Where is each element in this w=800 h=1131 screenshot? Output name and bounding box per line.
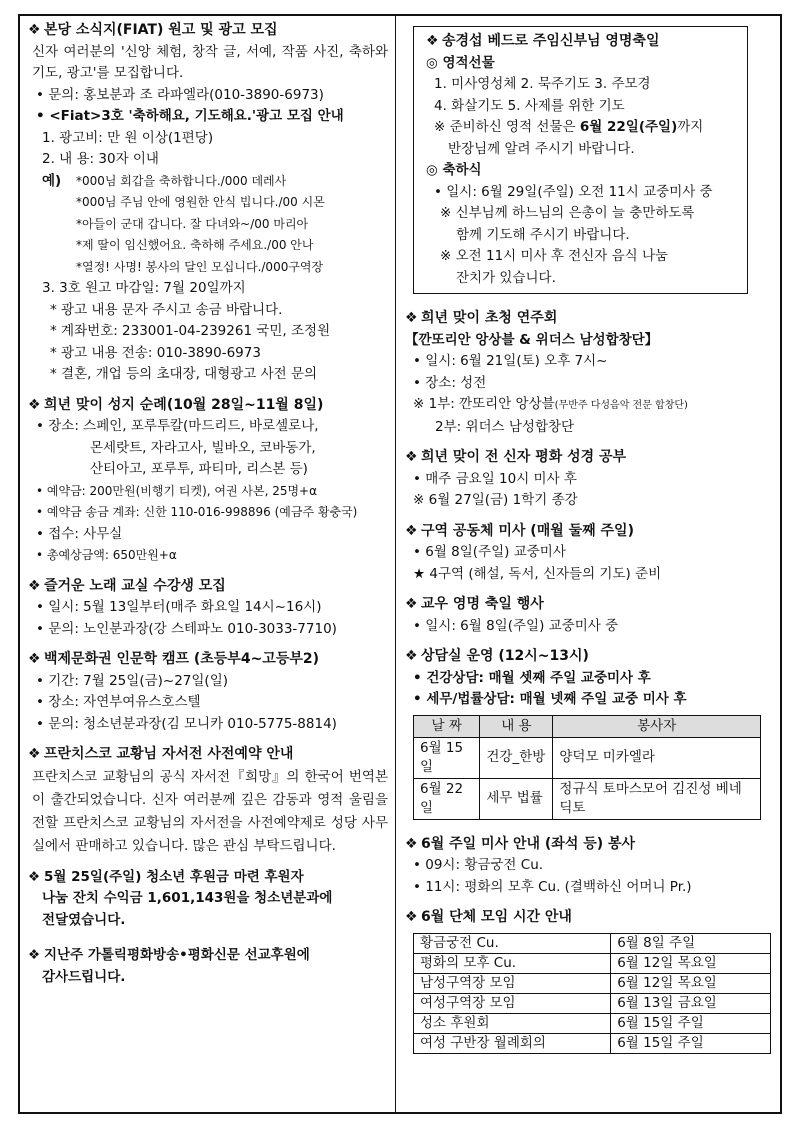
table-row: [414, 1033, 771, 1053]
fiat-contact: • 문의: 홍보분과 조 라파엘라(010-3890-6973): [36, 86, 324, 103]
table-cell: 여성 구반장 월례회의: [414, 1033, 611, 1053]
concert-part1: ※ 1부: 깐또리안 앙상블(무반주 다성음악 전문 합창단): [413, 396, 688, 412]
table-cell: 6월 15일 주일: [611, 1033, 771, 1053]
table-row: [414, 778, 761, 819]
district-mass-title: ❖ 구역 공동체 미사 (매월 둘째 주일): [405, 521, 775, 543]
camp-contact: • 문의: 청소년분과장(김 모니카 010-5775-8814): [36, 715, 337, 732]
clover-bullet-icon: ❖: [405, 909, 418, 925]
table-cell: 6월 22일: [414, 778, 480, 819]
concert-date: • 일시: 6월 21일(토) 오후 7시~: [413, 353, 608, 369]
clover-bullet-icon: ❖: [28, 577, 41, 594]
table-header: 봉사자: [553, 715, 761, 737]
district-mass-line: • 6월 8일(주일) 교중미사: [413, 544, 566, 560]
district-mass-section: [405, 521, 775, 586]
table-cell: 6월 12일 목요일: [611, 953, 771, 973]
feast-ceremony-note: ※ 신부님께 하느님의 은총이 늘 충만하도록: [440, 205, 695, 221]
youth-donation-line: 나눔 잔치 수익금 1,601,143원을 청소년분과에: [42, 890, 333, 906]
column-divider: [395, 14, 396, 1114]
clover-bullet-icon: ❖: [28, 651, 41, 667]
concert-place: • 장소: 성전: [413, 374, 487, 391]
clover-bullet-icon: ❖: [405, 449, 418, 465]
pilgrimage-section: [28, 395, 388, 567]
concert-title: ❖ 희년 맞이 초청 연주회: [405, 308, 775, 330]
feast-ceremony-title: ◎ 축하식: [426, 162, 482, 178]
clover-bullet-icon: ❖: [28, 947, 41, 963]
youth-donation-section: [28, 867, 388, 932]
bible-study-section: [405, 447, 775, 512]
table-row: [414, 1013, 771, 1033]
clover-bullet-icon: ❖: [405, 522, 418, 539]
pilgrimage-total: • 총예상금액: 650만원+α: [36, 548, 177, 562]
table-header-row: [414, 715, 761, 737]
counsel-line: • 세무/법률상담: 매월 넷째 주일 교중 미사 후: [413, 691, 687, 707]
fiat-example: *000님 회갑을 축하합니다./000 데레사: [76, 173, 287, 188]
table-cell: 성소 후원회: [414, 1013, 611, 1033]
clover-bullet-icon: ❖: [405, 648, 418, 664]
table-cell: 남성구역장 모임: [414, 973, 611, 993]
bible-study-title: ❖ 희년 맞이 전 신자 평화 성경 공부: [405, 447, 775, 469]
feast-ceremony-date: • 일시: 6월 29일(주일) 오전 11시 교중미사 중: [434, 183, 713, 200]
feast-ceremony-note: ※ 오전 11시 미사 후 전신자 음식 나눔: [440, 248, 669, 264]
pilgrimage-title: ❖ 희년 맞이 성지 순례(10월 28일~11월 8일): [28, 395, 388, 417]
mass-service-section: [405, 834, 775, 899]
counsel-title: ❖ 상담실 운영 (12시~13시): [405, 646, 775, 668]
camp-period: • 기간: 7월 25일(금)~27일(일): [36, 672, 228, 689]
spiritual-gift-note: 반장님께 알려 주시기 바랍니다.: [448, 140, 635, 157]
fiat-note: * 계좌번호: 233001-04-239261 국민, 조정원: [50, 323, 331, 339]
fiat-examples: [28, 171, 388, 279]
feast-event-line: • 일시: 6월 8일(주일) 교중미사 중: [413, 617, 619, 634]
table-cell: 6월 12일 목요일: [611, 973, 771, 993]
fiat-note: * 광고 내용 전송: 010-3890-6973: [50, 344, 261, 361]
counsel-table: [413, 715, 761, 820]
youth-donation-line: 전달였습니다.: [42, 911, 126, 928]
fiat-content-limit: 2. 내 용: 30자 이내: [42, 151, 159, 167]
mass-service-line: • 09시: 황금궁전 Cu.: [413, 857, 544, 873]
pope-book-title: ❖ 프란치스코 교황님 자서전 사전예약 안내: [28, 744, 388, 766]
table-row: [414, 933, 771, 953]
pilgrimage-deposit: • 예약금: 200만원(비행기 티켓), 여권 사본, 25명+α: [36, 483, 318, 498]
song-title: ❖ 즐거운 노래 교실 수강생 모집: [28, 576, 388, 598]
clover-bullet-icon: ❖: [28, 396, 41, 413]
fiat-guide: • <Fiat>3호 '축하해요, 기도해요.'광고 모집 안내: [36, 108, 344, 124]
pilgrimage-reception: • 접수: 사무실: [36, 525, 123, 542]
spiritual-gift-line: 4. 화살기도 5. 사제를 위한 기도: [434, 97, 625, 114]
group-meeting-table: [413, 933, 771, 1054]
left-column: [28, 20, 388, 997]
clover-bullet-icon: ❖: [28, 22, 41, 38]
spiritual-gift-line: 1. 미사영성체 2. 묵주기도 3. 주모경: [434, 76, 651, 92]
fiat-intro: 신자 여러분의 '신앙 체험, 창작 글, 서예, 작품 사진, 축하와 기도, 광고'를 모집합니다.: [32, 43, 388, 81]
pilgrimage-place: • 장소: 스페인, 포루투칼(마드리드, 바로셀로나,: [36, 418, 319, 434]
clover-bullet-icon: ❖: [28, 746, 41, 762]
table-header: 내 용: [480, 715, 553, 737]
table-cell: 황금궁전 Cu.: [414, 933, 611, 953]
clover-bullet-icon: ❖: [405, 310, 418, 326]
fiat-note: * 결혼, 개업 등의 초대장, 대형광고 사전 문의: [50, 366, 318, 382]
feast-ceremony-note: 함께 기도해 주시기 바랍니다.: [456, 226, 630, 243]
mass-service-line: • 11시: 평화의 모후 Cu. (결백하신 어머니 Pr.): [413, 878, 692, 895]
thanks-line: ❖ 지난주 가톨릭평화방송•평화신문 선교후원에: [28, 945, 388, 967]
pope-book-section: [28, 744, 388, 858]
right-column: [405, 20, 775, 1063]
fiat-example: *아들이 군대 갑니다. 잘 다녀와~/00 마리아: [76, 216, 309, 231]
thanks-line: 감사드립니다.: [42, 968, 126, 985]
fiat-note: * 광고 내용 문자 주시고 송금 바랍니다.: [50, 301, 283, 318]
youth-donation-line: ❖ 5월 25일(주일) 청소년 후원금 마련 후원자: [28, 867, 388, 889]
fiat-example: *열정! 사명! 봉사의 달인 모십니다./000구역장: [76, 259, 324, 274]
song-section: [28, 576, 388, 641]
counsel-line: • 건강상담: 매월 셋째 주일 교중미사 후: [413, 669, 651, 686]
pilgrimage-place: 몬세랏트, 자라고사, 빌바오, 코바동가,: [90, 439, 316, 456]
bible-study-line: ※ 6월 27일(금) 1학기 종강: [413, 492, 578, 508]
camp-section: [28, 649, 388, 735]
spiritual-gift-title: ◎ 영적선물: [426, 54, 495, 71]
table-cell: 평화의 모후 Cu.: [414, 953, 611, 973]
table-cell: 6월 8일 주일: [611, 933, 771, 953]
group-meeting-section: [405, 907, 775, 1054]
fiat-section: [28, 20, 388, 386]
table-row: [414, 973, 771, 993]
table-row: [414, 993, 771, 1013]
counsel-section: [405, 646, 775, 820]
feast-ceremony-note: 잔치가 있습니다.: [456, 269, 556, 286]
table-cell: 여성구역장 모임: [414, 993, 611, 1013]
table-cell: 세무 법률: [480, 778, 553, 819]
fiat-example: *000님 주님 안에 영원한 안식 빕니다./00 시몬: [76, 195, 325, 209]
concert-section: [405, 308, 775, 438]
thanks-section: [28, 945, 388, 988]
bible-study-line: • 매주 금요일 10시 미사 후: [413, 470, 577, 487]
table-cell: 건강_한방: [480, 737, 553, 778]
song-date: • 일시: 5월 13일부터(매주 화요일 14시~16시): [36, 599, 322, 615]
feast-event-section: [405, 594, 775, 637]
fiat-example-label: 예): [42, 172, 62, 189]
table-cell: 6월 15일 주일: [611, 1013, 771, 1033]
pilgrimage-account: • 예약금 송금 계좌: 신한 110-016-998896 (예금주 황충국): [36, 505, 358, 519]
table-cell: 6월 15일: [414, 737, 480, 778]
group-meeting-title: ❖ 6월 단체 모임 시간 안내: [405, 907, 775, 929]
table-row: [414, 953, 771, 973]
song-contact: • 문의: 노인분과장(강 스테파노 010-3033-7710): [36, 620, 337, 637]
pilgrimage-place: 산티아고, 포루투, 파티마, 리스본 등): [90, 461, 308, 477]
pope-book-body: 프란치스코 교황님의 공식 자서전『희망』의 한국어 번역본이 출간되었습니다. 신자 여러분께 깊은 감동과 영적 울림을 전할 프란치스코 교황님의 자서전을 사전예약제로 성당 사무실에서 판매하고 있습니다. 많은 관심 부탁드립니다.: [32, 768, 388, 854]
table-cell: 양덕모 미카엘라: [553, 737, 761, 778]
table-row: [414, 737, 761, 778]
fiat-example: *제 딸이 임신했어요. 축하해 주세요./00 안나: [76, 238, 314, 252]
feast-day-box: [413, 26, 748, 294]
table-cell: 정규식 토마스모어 김진성 베네딕토: [553, 778, 761, 819]
feast-event-title: ❖ 교우 영명 축일 행사: [405, 594, 775, 616]
fiat-deadline: 3. 3호 원고 마감일: 7월 20일까지: [42, 280, 246, 296]
camp-title: ❖ 백제문화권 인문학 캠프 (초등부4~고등부2): [28, 649, 388, 671]
concert-part2: 2부: 위더스 남성합창단: [435, 418, 575, 435]
camp-place: • 장소: 자연부여유스호스텔: [36, 694, 201, 710]
spiritual-gift-note: ※ 준비하신 영적 선물은 6월 22일(주일)까지: [434, 119, 704, 135]
clover-bullet-icon: ❖: [28, 868, 41, 885]
table-cell: 6월 13일 금요일: [611, 993, 771, 1013]
table-header: 날 짜: [414, 715, 480, 737]
clover-bullet-icon: ❖: [405, 596, 418, 612]
mass-service-title: ❖ 6월 주일 미사 안내 (좌석 등) 봉사: [405, 834, 775, 856]
concert-subtitle: 【깐또리안 앙상블 & 위더스 남성합창단】: [405, 331, 659, 348]
fiat-fee: 1. 광고비: 만 원 이상(1편당): [42, 129, 214, 146]
fiat-title: ❖ 본당 소식지(FIAT) 원고 및 광고 모집: [28, 20, 388, 42]
clover-bullet-icon: ❖: [405, 835, 418, 852]
district-mass-line: ★ 4구역 (해설, 독서, 신자들의 기도) 준비: [413, 565, 662, 582]
clover-bullet-icon: ❖: [426, 33, 439, 49]
feast-day-title: ❖ 송경섭 베드로 주임신부님 영명축일: [426, 31, 737, 53]
